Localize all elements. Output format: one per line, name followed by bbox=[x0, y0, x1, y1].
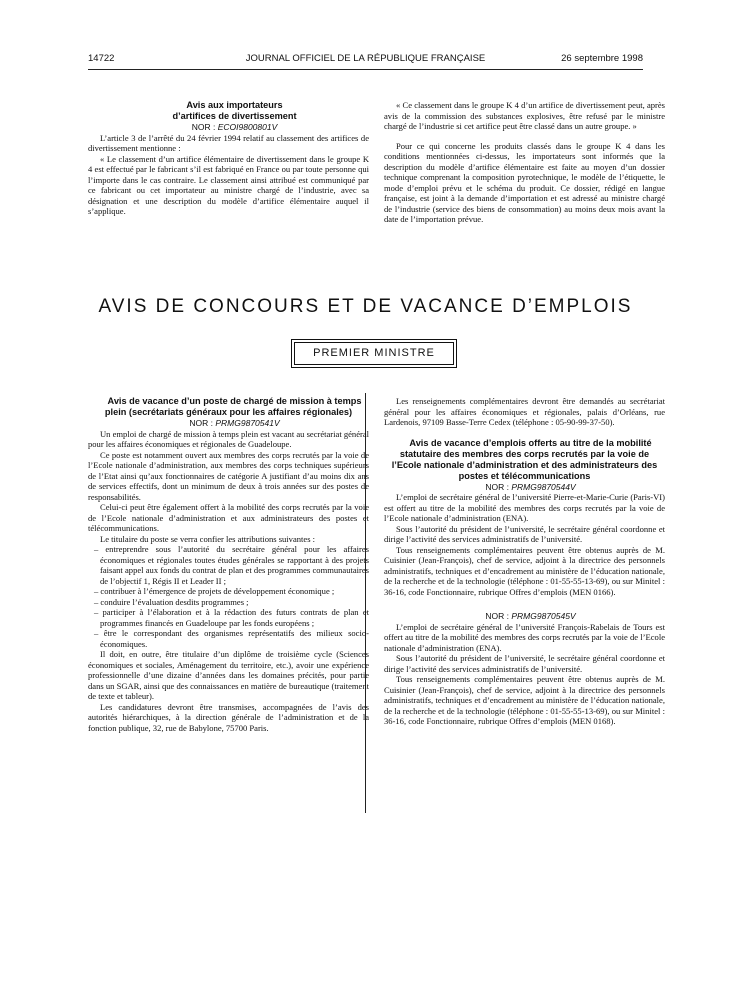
duties-list bbox=[88, 544, 369, 649]
nor-reference: NOR : PRMG9870545V bbox=[485, 611, 576, 621]
notice-title-line1: Avis aux importateurs bbox=[186, 100, 283, 110]
list-item: – conduire l’évaluation desdits programmes ; bbox=[88, 597, 369, 608]
section-title: AVIS DE CONCOURS ET DE VACANCE D’EMPLOIS bbox=[98, 296, 633, 317]
list-item: – entreprendre sous l’autorité du secrétaire général pour les affaires économiques et régionales toutes études générales se rapportant à des projets faisant appel aux fonds du contrat de plan et des programmes communautaires de l’objectif 1, Régis II et Leader II ; bbox=[88, 544, 369, 586]
paragraph: L’article 3 de l’arrêté du 24 février 1994 relatif au classement des artifices de divertissement mentionne : bbox=[88, 132, 369, 153]
issue-date: 26 septembre 1998 bbox=[561, 53, 643, 64]
nor-reference: NOR : ECOI9800801V bbox=[191, 122, 278, 132]
list-item: – participer à l’élaboration et à la rédaction des futurs contrats de plan et programmes financés en Guadeloupe par les fonds européens ; bbox=[88, 607, 369, 628]
paragraph: Ce poste est notamment ouvert aux membres des corps recrutés par la voie de l’Ecole nationale d’administration, aux membres des corps techniques supérieurs de l’Etat ainsi qu’aux fonctionnaires de catégorie A justifiant d’au moins dix ans de services effectifs, dont un minimum de deux à trois années sur des postes de responsabilités. bbox=[88, 449, 369, 502]
subsection-title: PREMIER MINISTRE bbox=[294, 342, 454, 365]
paragraph: « Le classement d’un artifice élémentaire de divertissement dans le groupe K 4 est effectué par le fabricant s’il est fabriqué en France ou par toute personne qui l’importe dans le cas contraire. Le classement ainsi attribué est communiqué par ce fabricant ou cet importateur au ministre chargé de l’industrie, avec sa désignation et une description du modèle d’artifice élémentaire auquel il s’applique. bbox=[88, 153, 369, 216]
list-item: – être le correspondant des organismes représentatifs des milieux socio-économiques. bbox=[88, 628, 369, 649]
list-item: – contribuer à l’émergence de projets de développement économique ; bbox=[88, 586, 369, 597]
paragraph: « Ce classement dans le groupe K 4 d’un artifice de divertissement peut, après avis de la commission des substances explosives, être refusé par le ministre chargé de l’industrie si cet artifice peut être classé dans un autre groupe. » bbox=[384, 100, 665, 131]
notice-title: Avis de vacance d’un poste de chargé de mission à temps plein (secrétariats généraux pour les affaires régionales) bbox=[104, 396, 362, 417]
paragraph: Les renseignements complémentaires devront être demandés au secrétariat général pour les affaires économiques et régionales, palais d’Orléans, rue Lardenois, 97109 Basse-Terre Cedex (téléphone : 05-90-99-37-50). bbox=[384, 396, 665, 427]
nor-reference: NOR : PRMG9870541V bbox=[189, 418, 280, 428]
paragraph: Les candidatures devront être transmises, accompagnées de l’avis des autorités hiérarchiques, à la direction générale de l’administration et de la fonction publique, 32, rue de Babylone, 75700 Paris. bbox=[88, 701, 369, 733]
journal-title: JOURNAL OFFICIEL DE LA RÉPUBLIQUE FRANÇAISE bbox=[245, 53, 486, 64]
notice-vacancy-mission bbox=[88, 396, 369, 733]
paragraph: Il doit, en outre, être titulaire d’un diplôme de troisième cycle (Sciences économiques et sociales, Aménagement du territoire, etc.), avoir une expérience professionnelle d’une dizaine d’années dans les domaines précités, pour partie dans un SGAR, ainsi que des connaissances en matière de bureautique (traitement de texte et tableur). bbox=[88, 649, 369, 701]
paragraph: Tous renseignements complémentaires peuvent être obtenus auprès de M. Cuisinier (Jean-François), chef de service, adjoint à la directrice des personnels administratifs, techniques et d’encadrement au ministère de l’éducation nationale, de la recherche et de la technologie (téléphone : 01-55-55-13-69), ou sur Minitel : 36-16, code Fonctionnaire, rubrique Offres d’emplois (MEN 0166). bbox=[384, 544, 665, 597]
paragraph: Celui-ci peut être également offert à la mobilité des corps recrutés par la voie de l’Ecole nationale d’administration et aux administrateurs des postes et télécommunications. bbox=[88, 502, 369, 533]
paragraph: Pour ce qui concerne les produits classés dans le groupe K 4 dans les conditions mentionnées ci-dessus, les importateurs sont informés que la description du modèle d’artifice élémentaire est faite au moyen d’un dossier technique comprenant la composition pyrotechnique, le modèle de l’étiquette, le mode d’emploi prévu et le schéma du produit. Ce dossier, rédigé en langue française, est joint à la demande d’importation et est adressé au ministre chargé de l’industrie (service des biens de consommation) au moins deux mois avant la date de l’importation prévue. bbox=[384, 140, 665, 224]
paragraph: Sous l’autorité du président de l’université, le secrétaire général coordonne et dirige l’activité des services administratifs de l’université. bbox=[384, 523, 665, 544]
notice-title: Avis de vacance d’emplois offerts au titre de la mobilité statutaire des membres des corps recrutés par la voie de l’Ecole nationale d’administration et des administrateurs des postes et télécommunications bbox=[391, 437, 658, 481]
paragraph: Un emploi de chargé de mission à temps plein est vacant au secrétariat général pour les affaires économiques et régionales de Guadeloupe. bbox=[88, 428, 369, 449]
paragraph: Tous renseignements complémentaires peuvent être obtenus auprès de M. Cuisinier (Jean-François), chef de service, adjoint à la directrice des personnels administratifs, techniques et d’encadrement au ministère de l’éducation nationale, de la recherche et de la technologie (téléphone : 01-55-55-13-69), ou sur Minitel : 36-16, code Fonctionnaire, rubrique Offres d’emplois (MEN 0168). bbox=[384, 674, 665, 726]
notice-importers-right bbox=[384, 100, 665, 225]
paragraph: L’emploi de secrétaire général de l’université Pierre-et-Marie-Curie (Paris-VI) est offert au titre de la mobilité des membres des corps recrutés par la voie de l’Ecole nationale d’administration (ENA). bbox=[384, 492, 665, 523]
page-header bbox=[88, 53, 643, 67]
notice-title-line2: d’artifices de divertissement bbox=[172, 111, 297, 121]
notice-mobility bbox=[384, 396, 665, 727]
header-rule bbox=[88, 69, 643, 70]
page-number: 14722 bbox=[88, 53, 115, 64]
paragraph: Le titulaire du poste se verra confier les attributions suivantes : bbox=[100, 533, 316, 544]
notice-importers-left bbox=[88, 100, 369, 217]
nor-reference: NOR : PRMG9870544V bbox=[485, 481, 576, 492]
paragraph: Sous l’autorité du président de l’université, le secrétaire général coordonne et dirige l’activité des services administratifs de l’université. bbox=[384, 653, 665, 674]
paragraph: L’emploi de secrétaire général de l’université François-Rabelais de Tours est offert au titre de la mobilité des membres des corps recrutés par la voie de l’Ecole nationale d’administration (ENA). bbox=[384, 621, 665, 653]
